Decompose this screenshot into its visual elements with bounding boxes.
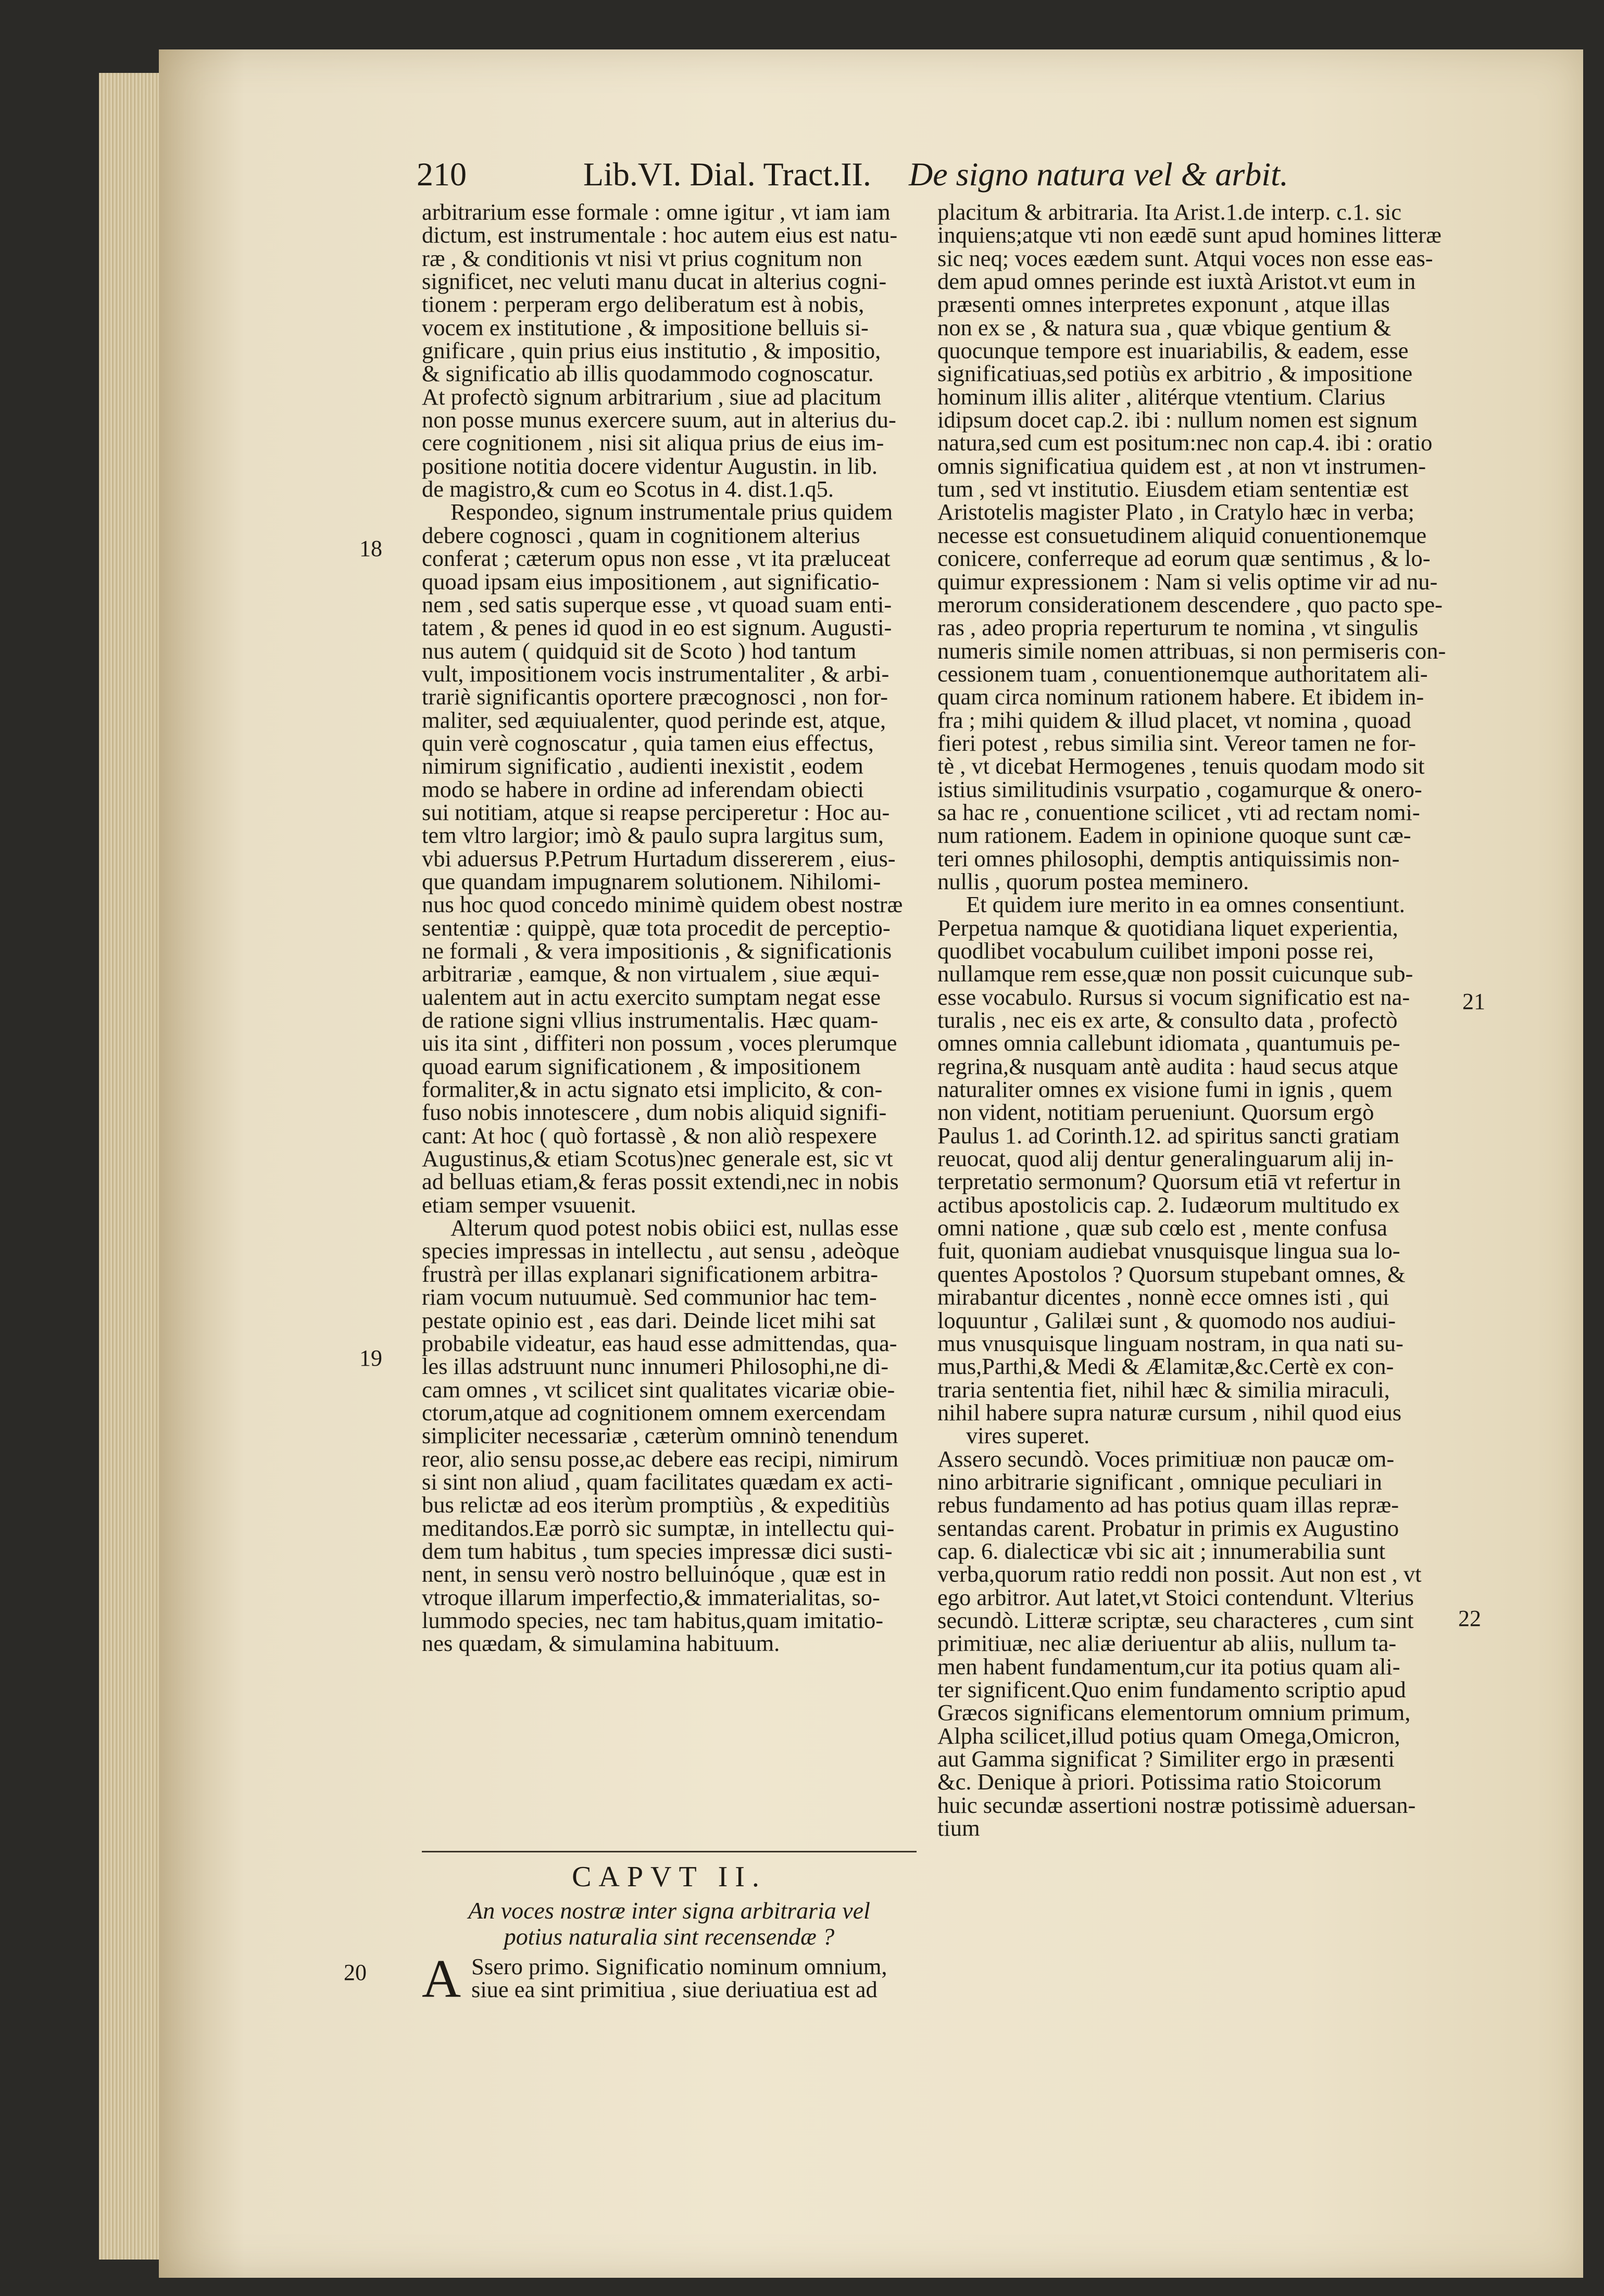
text-line: omnis significatiua quidem est , at non vt instrumen- <box>937 452 1426 479</box>
text-line: mus,Parthi,& Medi & Ælamitæ,&c.Certè ex con- <box>937 1353 1394 1380</box>
text-line: regrina,& nusquam antè audita : haud secus atque <box>937 1053 1398 1079</box>
text-line: huic secundæ assertioni nostræ potissimè aduersan- <box>937 1792 1416 1818</box>
text-line: mirabantur dicentes , nonnè ecce omnes isti , qui <box>937 1284 1389 1310</box>
text-line: dem tum habitus , tum species impressæ dici susti- <box>422 1537 893 1564</box>
right-column <box>937 200 1453 1839</box>
text-line: actibus apostolicis cap. 2. Iudæorum multitudo ex <box>937 1191 1400 1218</box>
chapter-subtitle-line: potius naturalia sint recensendæ ? <box>504 1923 835 1950</box>
text-line: Perpetua namque & quotidiana liquet experientia, <box>937 914 1398 941</box>
text-line: ras , adeo propria reperturum te nomina , vt singulis <box>937 614 1419 641</box>
text-line: significatiuas,sed potiùs ex arbitrio , & impositione <box>937 360 1413 387</box>
text-line: Augustinus,& etiam Scotus)nec generale est, sic vt <box>422 1145 893 1172</box>
text-line: nus hoc quod concedo minimè quidem obest nostræ <box>422 891 903 918</box>
text-line: primitiuæ, nec aliæ deriuentur ab aliis, nullum ta- <box>937 1630 1397 1657</box>
text-line: placitum & arbitraria. Ita Arist.1.de interp. c.1. sic <box>937 199 1401 225</box>
text-line: significet, nec veluti manu ducat in alterius cogni- <box>422 268 887 295</box>
text-line: vbi aduersus P.Petrum Hurtadum dissererem , eius- <box>422 845 896 872</box>
text-line: præsenti omnes interpretes exponunt , atque illas <box>937 291 1390 318</box>
text-line: pestate opinio est , eas dari. Deinde licet mihi sat <box>422 1307 876 1333</box>
text-line: Paulus 1. ad Corinth.12. ad spiritus sancti gratiam <box>937 1122 1400 1149</box>
text-line: arbitrarium esse formale : omne igitur , vt iam iam <box>422 199 891 225</box>
page-number: 210 <box>417 156 467 193</box>
text-line: dictum, est instrumentale : hoc autem eius est natu- <box>422 222 898 248</box>
left-column <box>422 200 917 1655</box>
text-line: fuso nobis innotescere , dum nobis aliquid signifi- <box>422 1099 887 1126</box>
text-line: si sint non aliud , quam facilitates quædam ex acti- <box>422 1468 893 1495</box>
text-line: Ssero primo. Significatio nominum omnium, <box>471 1953 887 1979</box>
text-line: gnificare , quin prius eius institutio , & impositio, <box>422 337 881 364</box>
text-line: tè , vt dicebat Hermogenes , tenuis quodam modo sit <box>937 753 1425 779</box>
text-line: teri omnes philosophi, demptis antiquissimis non- <box>937 845 1400 872</box>
text-line: sentandas carent. Probatur in primis ex Augustino <box>937 1515 1399 1541</box>
chapter-subtitle <box>422 1898 917 1950</box>
text-line: nihil habere supra naturæ cursum , nihil quod eius <box>937 1399 1402 1425</box>
text-line: que quandam impugnarem solutionem. Nihilomi- <box>422 868 881 894</box>
text-line: Alpha scilicet,illud potius quam Omega,Omicron, <box>937 1722 1400 1749</box>
text-line: lummodo species, nec tam habitus,quam imitatio- <box>422 1607 884 1633</box>
text-line: debere cognosci , quam in cognitionem alterius <box>422 522 860 548</box>
text-line: ne formali , & vera impositionis , & significationis <box>422 938 892 964</box>
book-page-edges <box>99 73 163 2260</box>
text-line: nullamque rem esse,quæ non possit cuicunque sub- <box>937 961 1413 987</box>
text-line: omnes omnia callebunt idiomata , quantumuis pe- <box>937 1030 1400 1056</box>
text-line: non vident, notitiam perueniunt. Quorsum ergò <box>937 1099 1374 1126</box>
text-line: tionem : perperam ergo deliberatum est à nobis, <box>422 291 864 318</box>
margin-number: 19 <box>359 1345 382 1371</box>
text-line: tum , sed vt institutio. Eiusdem etiam sententiæ est <box>937 476 1409 502</box>
text-line: turalis , nec eis ex arte, & consulto data , profectò <box>937 1007 1398 1033</box>
text-line: cere cognitionem , nisi sit aliqua prius de eius im- <box>422 430 884 456</box>
running-title-subject: De signo natura vel & arbit. <box>909 156 1288 193</box>
text-line: meditandos.Eæ porrò sic sumptæ, in intellectu qui- <box>422 1515 895 1541</box>
text-line: secundò. Litteræ scriptæ, seu characteres , cum sint <box>937 1607 1414 1633</box>
text-line: esse vocabulo. Rursus si vocum significatio est na- <box>937 983 1410 1010</box>
text-line: nes quædam, & simulamina habituum. <box>422 1630 780 1657</box>
text-line: naturaliter omnes ex visione fumi in ignis , quem <box>937 1076 1393 1103</box>
text-line: ad belluas etiam,& feras possit extendi,nec in nobis <box>422 1168 899 1195</box>
text-line: quocunque tempore est inuariabilis, & eadem, esse <box>937 337 1409 364</box>
text-line: arbitrariæ , eamque, & non virtualem , siue æqui- <box>422 961 880 987</box>
chapter-rule <box>422 1851 917 1852</box>
text-line: rebus fundamento ad has potius quam illas repræ- <box>937 1492 1399 1518</box>
text-line: fra ; mihi quidem & illud placet, vt nomina , quoad <box>937 707 1411 733</box>
text-line: non ex se , & natura sua , quæ vbique gentium & <box>937 314 1392 340</box>
text-line: tem vltro largior; imò & paulo supra largitus sum, <box>422 822 884 849</box>
text-line: At profectò signum arbitrarium , siue ad placitum <box>422 383 882 410</box>
text-line: terpretatio sermonum? Quorsum etiā vt refertur in <box>937 1168 1401 1195</box>
text-line: istius similitudinis vsurpatio , cogamurque & onero- <box>937 776 1422 802</box>
text-line: merorum considerationem descendere , quo pacto spe- <box>937 591 1443 617</box>
text-line: riam vocum nutuumuè. Sed communior hac tem- <box>422 1284 877 1310</box>
text-line: Assero secundò. Voces primitiuæ non paucæ om- <box>937 1445 1395 1472</box>
text-line: ualentem aut in actu exercito sumptam negat esse <box>422 983 881 1010</box>
text-line: modo se habere in ordine ad inferendam obiecti <box>422 776 864 802</box>
text-line: reor, alio sensu posse,ac debere eas recipi, nimirum <box>422 1445 899 1472</box>
text-line: quentes Apostolos ? Quorsum stupebant omnes, & <box>937 1260 1406 1287</box>
text-line: verba,quorum ratio reddi non possit. Aut non est , vt <box>937 1561 1422 1587</box>
text-line: frustrà per illas explanari significationem arbitra- <box>422 1260 879 1287</box>
text-line: vtroque illarum imperfectio,& immaterialitas, so- <box>422 1584 880 1610</box>
text-line: les illas adstruunt nunc innumeri Philosophi,ne di- <box>422 1353 889 1380</box>
text-line: uis ita sint , diffiteri non possum , voces plerumque <box>422 1030 897 1056</box>
text-line: nimirum significatio , audienti inexistit , eodem <box>422 753 863 779</box>
text-line: vult, impositionem vocis instrumentaliter , & arbi- <box>422 660 889 687</box>
text-line: loquuntur , Galilæi sunt , & quomodo nos audiui- <box>937 1307 1396 1333</box>
text-line: vires superet. <box>966 1422 1090 1449</box>
text-line: non posse munus exercere suum, aut in alterius du- <box>422 407 896 433</box>
drop-cap: A <box>422 1949 461 2009</box>
text-line: simpliciter necessariæ , cæterùm omninò tenendum <box>422 1422 898 1449</box>
text-line: aut Gamma significat ? Similiter ergo in præsenti <box>937 1746 1395 1772</box>
text-line: ter significent.Quo enim fundamento scriptio apud <box>937 1676 1406 1702</box>
text-line: cessionem tuam , conuentionemque authoritatem ali- <box>937 660 1428 687</box>
text-line: species impressas in intellectu , aut sensu , adeòque <box>422 1238 899 1264</box>
text-line: maliter, sed æquiualenter, quod perinde est, atque, <box>422 707 886 733</box>
text-line: dem apud omnes perinde est iuxtà Aristot.vt eum in <box>937 268 1416 295</box>
chapter-body <box>422 1949 917 2009</box>
text-line: formaliter,& in actu signato etsi implicito, & con- <box>422 1076 883 1103</box>
text-line: quoad ipsam eius impositionem , aut significatio- <box>422 568 880 595</box>
running-head <box>417 148 1323 200</box>
text-line: mus vnusquisque linguam nostram, in qua nati su- <box>937 1330 1404 1356</box>
text-line: etiam semper vsuuenit. <box>422 1191 636 1218</box>
text-line: fuit, quoniam audiebat vnusquisque lingua sua lo- <box>937 1238 1400 1264</box>
text-line: sui notitiam, atque si reapse perciperetur : Hoc au- <box>422 799 890 825</box>
text-line: num rationem. Eadem in opinione quoque sunt cæ- <box>937 822 1411 849</box>
text-line: inquiens;atque vti non eædē sunt apud homines litteræ <box>937 222 1442 248</box>
text-line: cant: At hoc ( quò fortassè , & non aliò respexere <box>422 1122 877 1149</box>
text-line: probabile videatur, eas haud esse admittendas, qua- <box>422 1330 897 1356</box>
text-line: trariè significantis oportere præcognosci , non for- <box>422 684 888 710</box>
text-line: nullis , quorum postea meminero. <box>937 868 1249 894</box>
text-line: Respondeo, signum instrumentale prius quidem <box>450 499 893 525</box>
text-line: quam circa nominum rationem habere. Et ibidem in- <box>937 684 1424 710</box>
text-line: fieri potest , rebus similia sint. Vereor tamen ne for- <box>937 729 1416 756</box>
margin-number: 20 <box>344 1960 367 1985</box>
text-line: tium <box>937 1815 980 1841</box>
text-line: quoad earum significationem , & impositionem <box>422 1053 861 1079</box>
text-line: sa hac re , conuentione scilicet , vti ad rectam nomi- <box>937 799 1420 825</box>
text-line: tatem , & penes id quod in eo est signum. Augusti- <box>422 614 892 641</box>
text-line: sententiæ : quippè, quæ tota procedit de perceptio- <box>422 914 891 941</box>
text-line: bus relictæ ad eos iterùm promptiùs , & expeditiùs <box>422 1492 890 1518</box>
text-line: Alterum quod potest nobis obiici est, nullas esse <box>450 1215 899 1241</box>
text-line: idipsum docet cap.2. ibi : nullum nomen est signum <box>937 407 1418 433</box>
text-line: quimur expressionem : Nam si velis optime vir ad nu- <box>937 568 1438 595</box>
margin-number: 18 <box>359 536 382 561</box>
text-line: ego arbitror. Aut latet,vt Stoici contendunt. Vlterius <box>937 1584 1414 1610</box>
text-line: de ratione signi vllius instrumentalis. Hæc quam- <box>422 1007 879 1033</box>
text-line: conferat ; cæterum opus non esse , vt ita præluceat <box>422 545 891 572</box>
text-line: nent, in sensu verò nostro belluinóque , quæ est in <box>422 1561 886 1587</box>
text-line: nem , sed satis superque esse , vt quoad suam enti- <box>422 591 892 617</box>
running-title: Lib.VI. Dial. Tract.II. <box>583 156 871 193</box>
text-line: quin verè cognoscatur , quia tamen eius effectus, <box>422 729 874 756</box>
text-line: reuocat, quod alij dentur generalinguarum alij in- <box>937 1145 1394 1172</box>
text-line: necesse est consuetudinem aliquid conuentionemque <box>937 522 1427 548</box>
text-line: Et quidem iure merito in ea omnes consentiunt. <box>966 891 1405 918</box>
text-line: hominum illis aliter , alitérque vtentium. Clarius <box>937 383 1386 410</box>
text-line: men habent fundamentum,cur ita potius quam ali- <box>937 1653 1400 1680</box>
text-line: positione notitia docere videntur Augustin. in lib. <box>422 452 878 479</box>
margin-number: 22 <box>1458 1606 1481 1631</box>
chapter-subtitle-line: An voces nostræ inter signa arbitraria vel <box>468 1897 870 1924</box>
text-line: ctorum,atque ad cognitionem omnem exercendam <box>422 1399 886 1425</box>
text-line: quodlibet vocabulum cuilibet imponi posse rei, <box>937 938 1374 964</box>
text-line: traria sententia fiet, nihil hæc & similia miraculi, <box>937 1376 1390 1403</box>
text-line: natura,sed cum est positum:nec non cap.4. ibi : oratio <box>937 430 1433 456</box>
margin-number: 21 <box>1462 989 1485 1014</box>
text-line: & significatio ab illis quodammodo cognoscatur. <box>422 360 874 387</box>
text-line: sic neq; voces eædem sunt. Atqui voces non esse eas- <box>937 245 1433 271</box>
text-line: numeris simile nomen attribuas, si non permiseris con- <box>937 637 1446 664</box>
text-line: cap. 6. dialecticæ vbi sic ait ; innumerabilia sunt <box>937 1537 1386 1564</box>
text-line: de magistro,& cum eo Scotus in 4. dist.1.q5. <box>422 476 834 502</box>
text-line: Aristotelis magister Plato , in Cratylo hæc in verba; <box>937 499 1414 525</box>
text-line: conicere, conferreque ad eorum quæ sentimus , & lo- <box>937 545 1431 572</box>
text-line: siue ea sint primitiua , siue deriuatiua est ad <box>471 1976 878 2003</box>
text-line: &c. Denique à priori. Potissima ratio Stoicorum <box>937 1769 1382 1795</box>
text-line: ræ , & conditionis vt nisi vt prius cognitum non <box>422 245 862 271</box>
text-line: vocem ex institutione , & impositione belluis si- <box>422 314 869 340</box>
text-line: Græcos significans elementorum omnium primum, <box>937 1699 1411 1726</box>
chapter-heading: CAPVT II. <box>572 1861 767 1893</box>
text-line: cam omnes , vt scilicet sint qualitates vicariæ obie- <box>422 1376 895 1403</box>
text-line: nino arbitrarie significant , omnique peculiari in <box>937 1468 1382 1495</box>
text-line: nus autem ( quidquid sit de Scoto ) hod tantum <box>422 637 857 664</box>
text-line: omni natione , quæ sub cœlo est , mente confusa <box>937 1215 1387 1241</box>
